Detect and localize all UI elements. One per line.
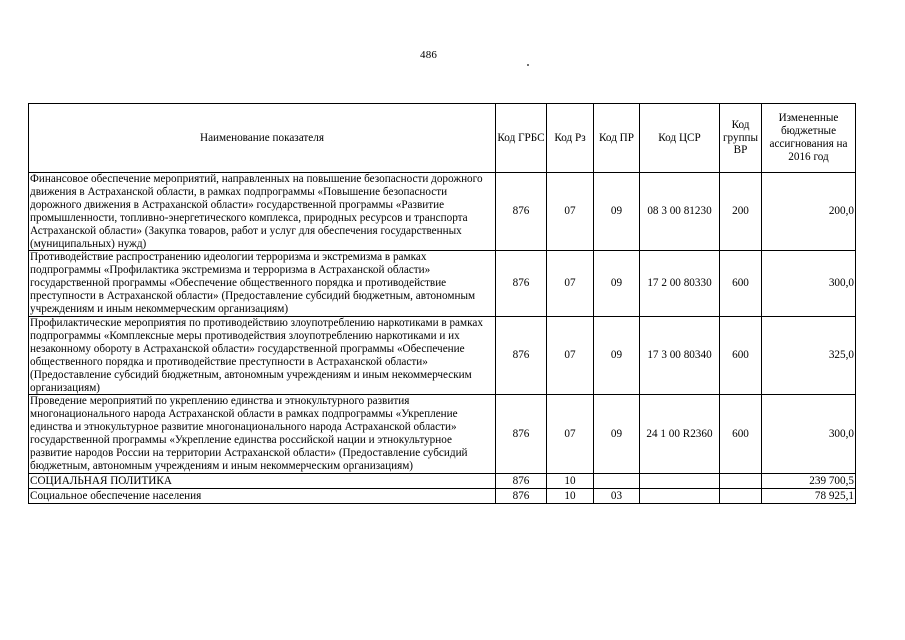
table-row [29, 173, 856, 251]
row-vr: 600 [720, 316, 762, 394]
row-amount: 300,0 [762, 395, 856, 473]
row-pr: 09 [594, 316, 640, 394]
row-csr: 24 1 00 R2360 [640, 395, 720, 473]
row-name: Противодействие распространению идеологии терроризма и экстремизма в рамках подпрограммы «Профилактика экстремизма и терроризма в Астраханской области» государственной программы «Обеспечение общественного порядка и противодействие преступности в Астраханской области» (Предоставление субсидий бюджетным, автономным учреждениям и иным некоммерческим организациям) [29, 251, 496, 317]
header-csr: Код ЦСР [640, 104, 720, 173]
header-vr: Код группы ВР [720, 104, 762, 173]
row-pr: 09 [594, 173, 640, 251]
row-amount: 325,0 [762, 316, 856, 394]
row-pr: 09 [594, 395, 640, 473]
scan-speck [527, 64, 529, 66]
row-amount: 78 925,1 [762, 488, 856, 503]
row-rz: 07 [547, 251, 594, 317]
row-amount: 239 700,5 [762, 473, 856, 488]
header-grbs: Код ГРБС [496, 104, 547, 173]
row-grbs: 876 [496, 473, 547, 488]
row-vr: 600 [720, 395, 762, 473]
row-rz: 07 [547, 173, 594, 251]
table-row-subsection [29, 488, 856, 503]
row-csr [640, 473, 720, 488]
table-row [29, 316, 856, 394]
header-pr: Код ПР [594, 104, 640, 173]
row-csr: 08 3 00 81230 [640, 173, 720, 251]
row-csr: 17 3 00 80340 [640, 316, 720, 394]
row-rz: 07 [547, 395, 594, 473]
header-amount: Измененные бюджетные ассигнования на 2016 год [762, 104, 856, 173]
row-name: Финансовое обеспечение мероприятий, направленных на повышение безопасности дорожного движения в Астраханской области, в рамках подпрограммы «Повышение безопасности дорожного движения в Астраханской области» государственной программы «Развитие промышленности, топливно-энергетического комплекса, природных ресурсов и транспорта Астраханской области» (Закупка товаров, работ и услуг для обеспечения государственных (муниципальных) нужд) [29, 173, 496, 251]
header-rz: Код Рз [547, 104, 594, 173]
row-pr: 03 [594, 488, 640, 503]
table-header-row [29, 104, 856, 173]
row-name: Проведение мероприятий по укреплению единства и этнокультурного развития многонационального народа Астраханской области в рамках подпрограммы «Укрепление единства и этнокультурное развитие многонационального народа Астраханской области» государственной программы «Укрепление единства российской нации и этнокультурное развитие народов России на территории Астраханской области» (Предоставление субсидий бюджетным, автономным учреждениям и иным некоммерческим организациям) [29, 395, 496, 473]
row-rz: 10 [547, 488, 594, 503]
row-name: Социальное обеспечение населения [29, 488, 496, 503]
row-vr: 200 [720, 173, 762, 251]
row-vr [720, 473, 762, 488]
row-vr [720, 488, 762, 503]
row-grbs: 876 [496, 173, 547, 251]
row-grbs: 876 [496, 316, 547, 394]
budget-table [28, 103, 856, 504]
table-row-section [29, 473, 856, 488]
row-grbs: 876 [496, 251, 547, 317]
row-pr: 09 [594, 251, 640, 317]
row-amount: 300,0 [762, 251, 856, 317]
row-rz: 07 [547, 316, 594, 394]
row-vr: 600 [720, 251, 762, 317]
row-csr [640, 488, 720, 503]
row-grbs: 876 [496, 488, 547, 503]
row-amount: 200,0 [762, 173, 856, 251]
row-rz: 10 [547, 473, 594, 488]
row-pr [594, 473, 640, 488]
header-name: Наименование показателя [29, 104, 496, 173]
row-csr: 17 2 00 80330 [640, 251, 720, 317]
row-name: Профилактические мероприятия по противодействию злоупотреблению наркотиками в рамках подпрограммы «Комплексные меры противодействия злоупотреблению наркотиками и их незаконному обороту в Астраханской области» государственной программы «Обеспечение общественного порядка и противодействие преступности в Астраханской области» (Предоставление субсидий бюджетным, автономным учреждениям и иным некоммерческим организациям) [29, 316, 496, 394]
row-grbs: 876 [496, 395, 547, 473]
row-name: СОЦИАЛЬНАЯ ПОЛИТИКА [29, 473, 496, 488]
table-row [29, 395, 856, 473]
page-number: 486 [420, 49, 438, 61]
table-row [29, 251, 856, 317]
